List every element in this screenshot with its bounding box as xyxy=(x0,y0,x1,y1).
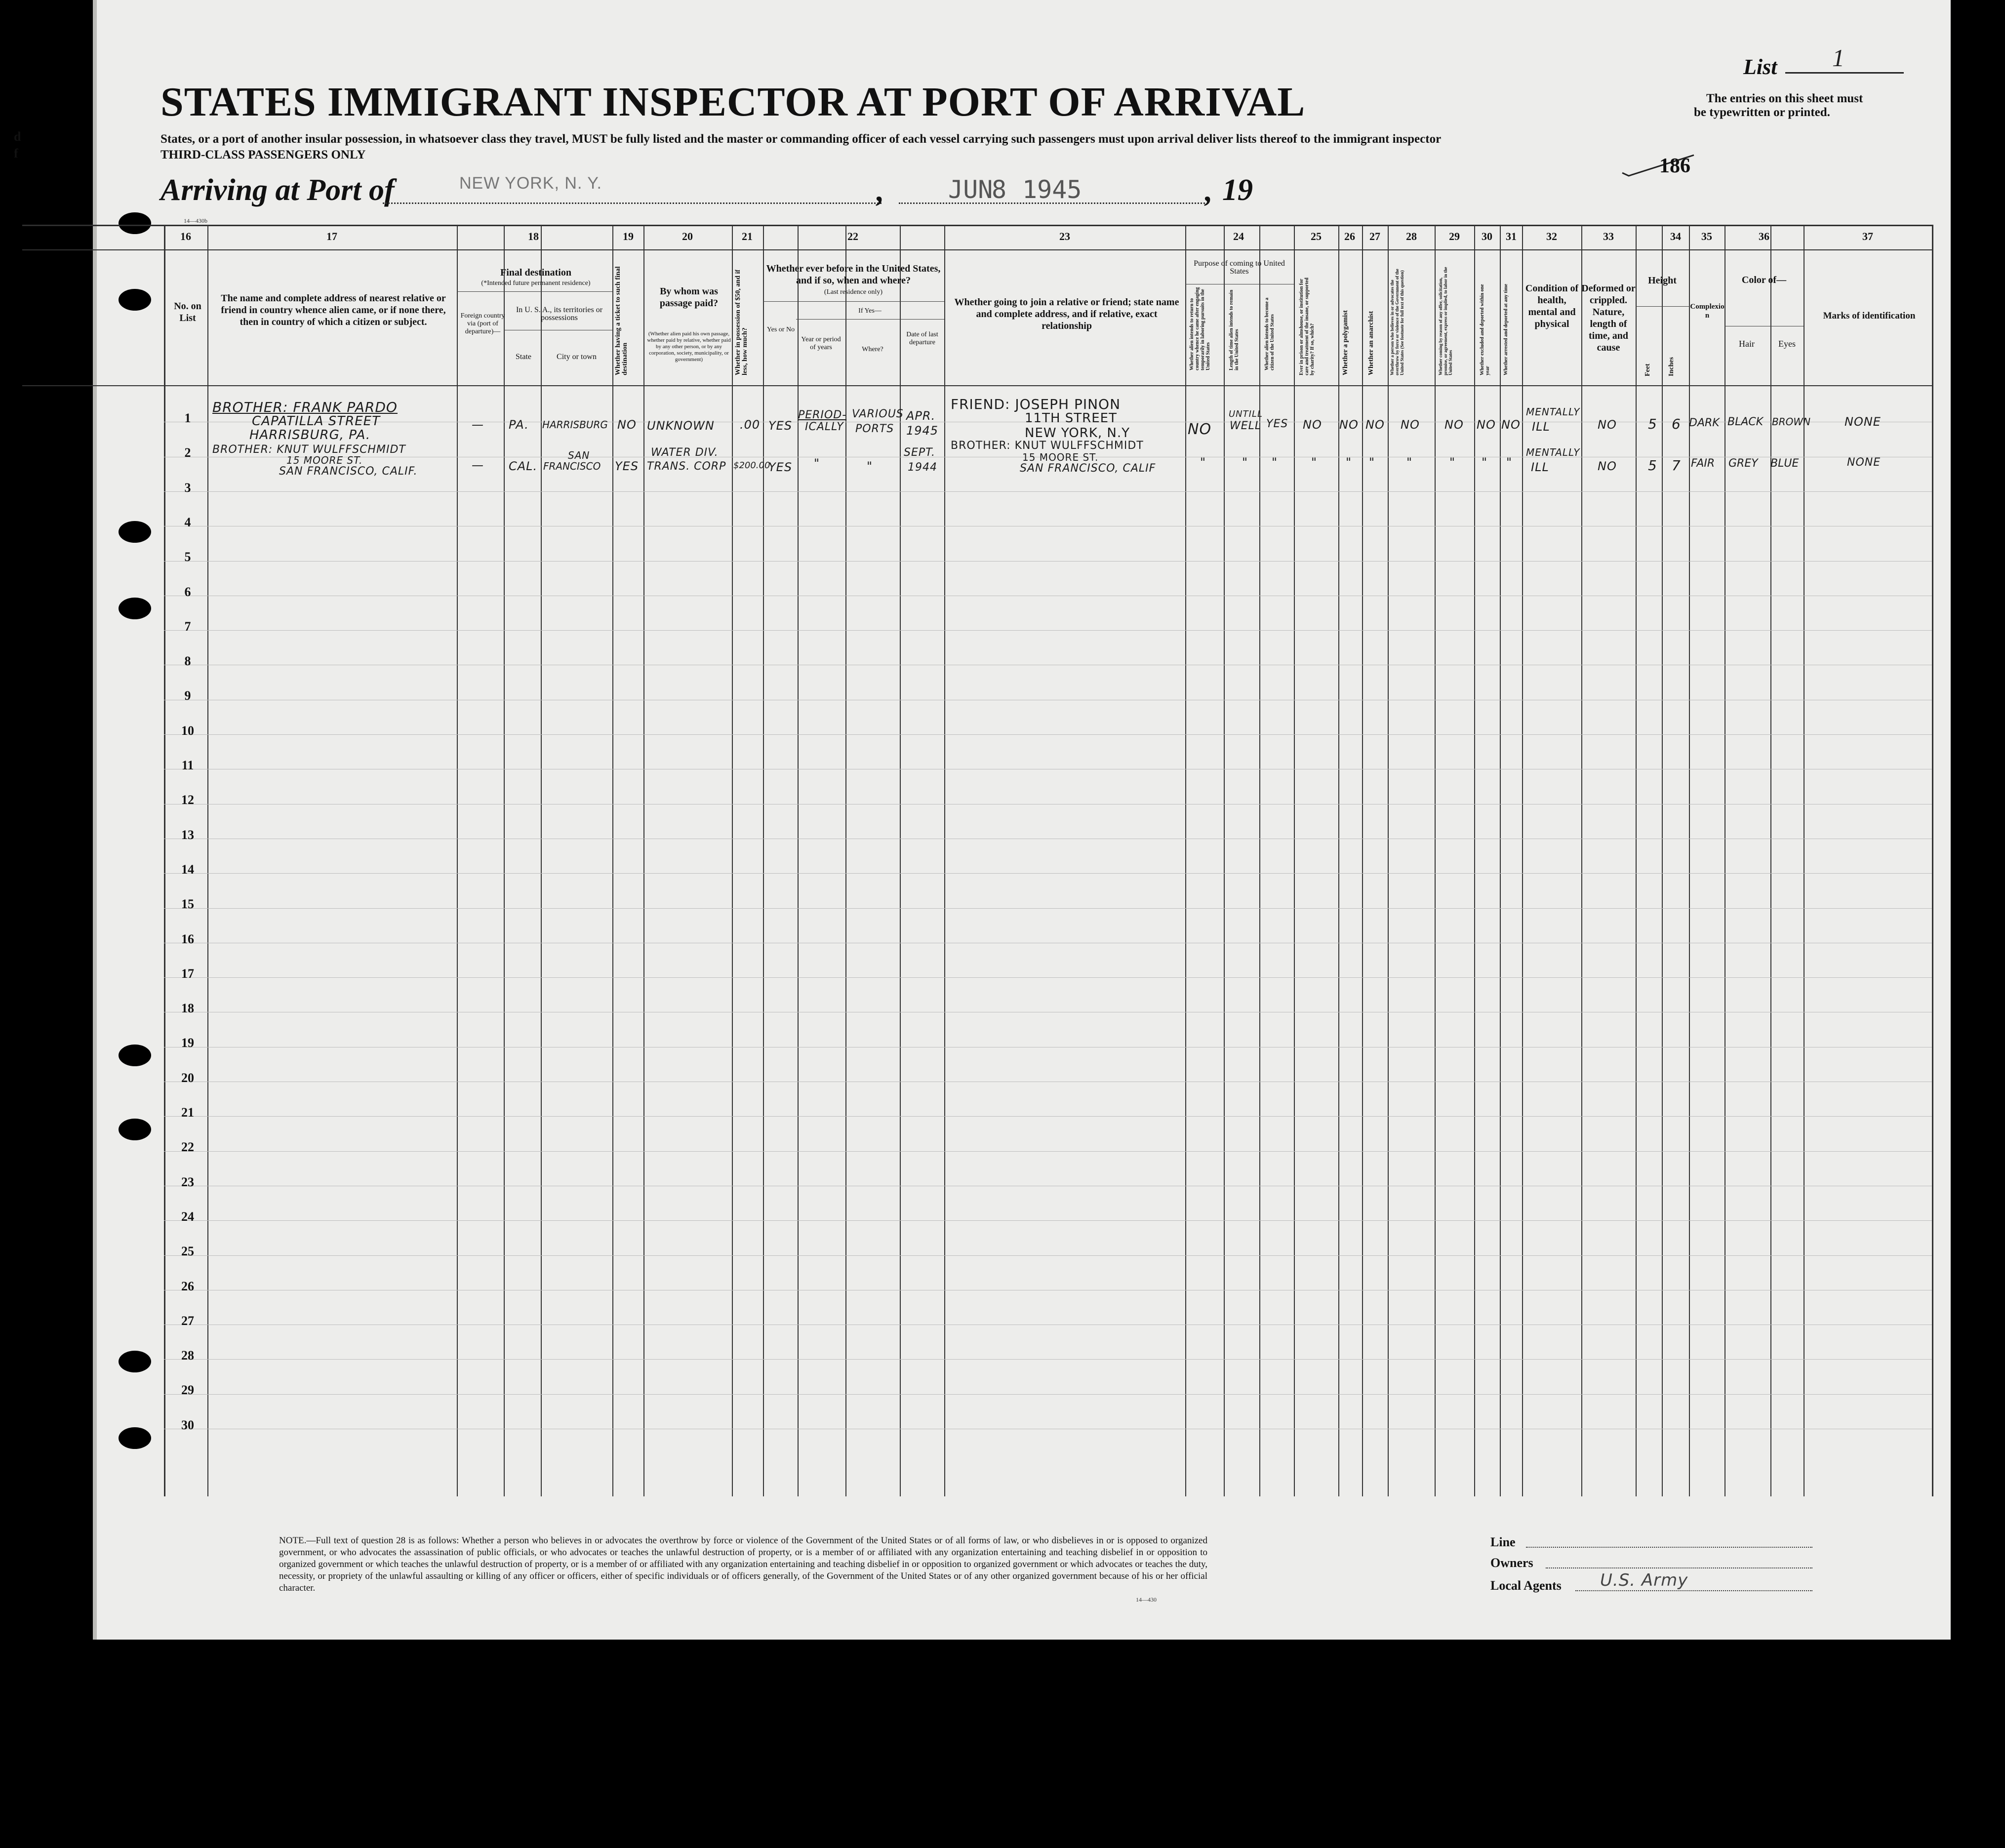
entry-departure: APR. xyxy=(906,409,936,423)
header-final-destination-note: (*Intended future permanent residence) xyxy=(481,280,591,287)
column-divider xyxy=(732,225,733,1496)
entry-ditto: " xyxy=(1272,455,1278,469)
header-inches: Inches xyxy=(1668,357,1675,376)
row-number: 11 xyxy=(181,758,194,772)
column-number: 16 xyxy=(180,230,191,242)
column-divider xyxy=(643,225,644,1496)
agents-label: Local Agents xyxy=(1490,1578,1562,1593)
entry-where: VARIOUS xyxy=(852,408,904,420)
column-divider xyxy=(612,225,613,1496)
entry-ever-before: YES xyxy=(768,419,793,433)
binder-hole xyxy=(119,212,151,234)
entry-eyes: BROWN xyxy=(1772,416,1811,428)
header-nearest-relative: The name and complete address of nearest relative or friend in country whence alien came, or if none there, then in country of which a citizen or subject. xyxy=(221,293,446,327)
column-divider xyxy=(1724,225,1725,1496)
entry-relative-line: SAN FRANCISCO, CALIF. xyxy=(279,465,418,478)
binder-hole xyxy=(40,289,72,311)
column-divider xyxy=(1522,225,1523,1496)
row-rule xyxy=(164,491,1932,492)
row-number: 12 xyxy=(181,793,194,807)
row-number: 27 xyxy=(181,1313,194,1328)
header-marks: Marks of identification xyxy=(1823,311,1916,321)
entry-by-whom: WATER DIV. xyxy=(651,446,719,459)
entry-join: FRIEND: JOSEPH PINON xyxy=(951,396,1121,412)
entry-polygamist: NO xyxy=(1339,418,1359,432)
header-purpose-b: Length of time alien intends to remain in the United States xyxy=(1229,289,1240,370)
entry-where: " xyxy=(867,459,873,473)
header-possession: Whether in possession of $50, and if less, how much? xyxy=(734,269,749,375)
row-rule xyxy=(164,1394,1932,1395)
column-number: 26 xyxy=(1344,230,1355,242)
row-number: 9 xyxy=(184,688,191,703)
column-divider xyxy=(1932,225,1933,1496)
entry-overthrow: NO xyxy=(1401,418,1420,432)
owners-label: Owners xyxy=(1490,1556,1533,1570)
entry-join: SAN FRANCISCO, CALIF xyxy=(1020,462,1156,475)
row-number: 14 xyxy=(181,862,194,877)
entry-state: PA. xyxy=(509,418,529,432)
column-divider xyxy=(457,225,458,1496)
row-number: 15 xyxy=(181,897,194,912)
column-number: 18 xyxy=(528,230,539,242)
entry-foreign: — xyxy=(472,458,484,472)
row-number: 17 xyxy=(181,966,194,981)
header-color-of: Color of— xyxy=(1741,275,1787,285)
row-rule xyxy=(164,1255,1932,1256)
entry-join: 11TH STREET xyxy=(1025,411,1117,426)
entry-by-whom: TRANS. CORP xyxy=(647,460,726,473)
entry-relative-line: BROTHER: KNUT WULFFSCHMIDT xyxy=(212,443,406,456)
row-number: 8 xyxy=(184,654,191,669)
column-number: 24 xyxy=(1233,230,1244,242)
entry-possession: $200.00 xyxy=(733,460,770,471)
header-excluded: Whether excluded and deported within one year xyxy=(1480,284,1490,375)
entry-relative-line: 15 MOORE ST. xyxy=(286,454,363,466)
entry-relative-line: CAPATILLA STREET xyxy=(252,414,380,429)
port-line xyxy=(383,202,882,204)
column-number: 17 xyxy=(326,230,337,242)
row-number: 3 xyxy=(184,480,191,495)
entry-join: NEW YORK, N.Y xyxy=(1025,426,1130,441)
port-value: NEW YORK, N. Y. xyxy=(459,174,602,193)
row-number: 18 xyxy=(181,1001,194,1016)
entry-offer: NO xyxy=(1444,418,1464,432)
column-divider xyxy=(541,225,542,1496)
row-rule xyxy=(164,1116,1932,1117)
column-number: 36 xyxy=(1759,230,1769,242)
entry-city: FRANCISCO xyxy=(543,460,601,472)
entry-purpose-b: UNTILL xyxy=(1229,409,1263,419)
row-number: 1 xyxy=(184,411,191,425)
year-prefix: 19 xyxy=(1222,173,1253,207)
column-divider xyxy=(1662,225,1663,1496)
column-divider xyxy=(1581,225,1582,1496)
subheader-divider xyxy=(1636,306,1689,307)
row-rule xyxy=(164,1151,1932,1152)
page-title: STATES IMMIGRANT INSPECTOR AT PORT OF ARRIVAL xyxy=(160,79,1306,125)
column-number: 22 xyxy=(847,230,858,242)
line-label: Line xyxy=(1490,1535,1516,1549)
binder-hole xyxy=(119,1427,151,1449)
binder-hole xyxy=(40,212,72,234)
header-foreign-country: Foreign country via (port of departure)— xyxy=(460,312,505,335)
entry-purpose-b: WELL xyxy=(1230,420,1262,432)
row-number: 29 xyxy=(181,1383,194,1398)
list-label: List xyxy=(1743,55,1777,79)
header-divider xyxy=(22,249,1933,250)
binder-hole xyxy=(40,521,72,543)
column-number: 29 xyxy=(1449,230,1460,242)
header-in-usa: In U. S. A., its territories or possessions xyxy=(516,306,603,322)
column-divider xyxy=(763,225,764,1496)
column-number: 32 xyxy=(1546,230,1557,242)
row-number: 25 xyxy=(181,1244,194,1259)
row-number: 5 xyxy=(184,550,191,564)
column-divider xyxy=(944,225,945,1496)
column-number: 20 xyxy=(682,230,693,242)
row-number: 21 xyxy=(181,1105,194,1120)
agents-value: U.S. Army xyxy=(1600,1570,1688,1590)
column-divider xyxy=(1435,225,1436,1496)
entry-period: ICALLY xyxy=(805,421,844,433)
entry-purpose-c: YES xyxy=(1266,418,1288,430)
entry-join: BROTHER: KNUT WULFFSCHMIDT xyxy=(951,440,1144,452)
entry-ditto: " xyxy=(1449,455,1456,469)
header-ticket: Whether having a ticket to such final destination xyxy=(614,266,629,375)
column-number: 31 xyxy=(1506,230,1517,242)
binder-hole xyxy=(40,598,72,619)
header-final-destination: Final destination xyxy=(500,267,571,278)
entry-ticket: NO xyxy=(617,418,637,432)
entry-purpose-a: NO xyxy=(1188,421,1212,438)
entry-deformed: NO xyxy=(1598,459,1617,473)
entry-hair: BLACK xyxy=(1727,416,1764,428)
binder-hole xyxy=(119,1045,151,1066)
row-number: 6 xyxy=(184,584,191,599)
row-number: 28 xyxy=(181,1348,194,1363)
row-number: 26 xyxy=(181,1279,194,1293)
header-yes-or-no: Yes or No xyxy=(766,326,795,333)
entry-feet: 5 xyxy=(1648,416,1657,432)
entry-health: MENTALLY xyxy=(1526,406,1580,418)
header-eyes: Eyes xyxy=(1778,339,1796,349)
date-day: 8 xyxy=(992,175,1007,204)
row-number: 10 xyxy=(181,723,194,738)
form-code: 14—430b xyxy=(184,217,207,224)
page-number: 186 xyxy=(1659,155,1690,177)
entry-join: 15 MOORE ST. xyxy=(1022,451,1099,463)
column-number: 30 xyxy=(1482,230,1492,242)
column-number: 19 xyxy=(623,230,634,242)
column-number: 34 xyxy=(1670,230,1681,242)
entry-deformed: NO xyxy=(1598,418,1617,432)
column-divider xyxy=(1185,225,1186,1496)
header-date-last-departure: Date of last departure xyxy=(906,331,938,346)
header-purpose-c: Whether alien intends to become a citizen of the United States xyxy=(1264,297,1275,370)
column-divider xyxy=(504,225,505,1496)
header-no-on-list: No. on List xyxy=(174,301,201,323)
entry-period: " xyxy=(814,456,820,470)
subheader-divider xyxy=(796,319,944,320)
row-rule xyxy=(164,873,1932,874)
column-number: 35 xyxy=(1701,230,1712,242)
column-divider xyxy=(164,225,165,1496)
entry-complexion: FAIR xyxy=(1691,457,1715,470)
entry-state: CAL. xyxy=(509,459,538,473)
column-number: 37 xyxy=(1862,230,1873,242)
header-feet: Feet xyxy=(1644,363,1651,376)
header-divider xyxy=(22,385,1933,386)
header-overthrow: Whether a person who believes in or advocates the overthrow by force or violence of the Government of the United States (See footnote for full text of this question) xyxy=(1390,269,1404,375)
header-complexion: Complexion xyxy=(1690,303,1724,320)
entry-where: PORTS xyxy=(855,423,894,435)
typewritten-note: The entries on this sheet must xyxy=(1706,92,1863,105)
entry-marks: NONE xyxy=(1847,456,1881,469)
entry-complexion: DARK xyxy=(1689,417,1720,429)
header-offer-labor: Whether coming by reason of any offer, solicitation, promise, or agreement, express or implied, to labor in the United States xyxy=(1438,267,1453,375)
entry-health: MENTALLY xyxy=(1526,446,1580,458)
row-rule xyxy=(164,1359,1932,1360)
header-anarchist: Whether an anarchist xyxy=(1367,311,1375,375)
header-hair: Hair xyxy=(1739,339,1755,349)
column-divider xyxy=(1474,225,1475,1496)
entry-inches: 6 xyxy=(1672,416,1681,432)
entry-arrested: NO xyxy=(1501,418,1521,432)
subtitle-class: THIRD-CLASS PASSENGERS ONLY xyxy=(160,148,366,161)
column-divider xyxy=(1770,225,1771,1496)
comma: , xyxy=(1205,174,1213,208)
subheader-divider xyxy=(457,291,612,292)
entry-city: SAN xyxy=(568,449,590,461)
column-divider xyxy=(1294,225,1295,1496)
column-number: 23 xyxy=(1059,230,1070,242)
typewritten-note: be typewritten or printed. xyxy=(1694,106,1830,119)
date-year: 1945 xyxy=(1022,175,1082,204)
subheader-divider xyxy=(763,301,944,302)
subtitle-line: States, or a port of another insular possession, in whatsoever class they travel, MUST be fully listed and the master or commanding officer of each vessel carrying such passengers must upon arrival deliver lists thereof to the immigrant inspector xyxy=(160,132,1442,146)
list-underline xyxy=(1785,72,1904,74)
entry-ditto: " xyxy=(1506,455,1513,469)
corner-mark: d xyxy=(14,129,21,144)
header-ever-before: Whether ever before in the United States, and if so, when and where? xyxy=(766,263,941,286)
header-health: Condition of health, mental and physical xyxy=(1525,283,1579,329)
footnote-q28: NOTE.—Full text of question 28 is as follows: Whether a person who believes in or advocates the overthrow by force or violence of the Government of the United States or of all forms of law, or who disbelieves in or is opposed to organized government, or who advocates the assassination of public officials, or who advocates or teaches the unlawful destruction of property, or is a member of or affiliated with any organization entertaining and teaching disbelief in or opposition to organized government or which teaches the unlawful destruction of property, or is a member of or affiliated with any organization entertaining and teaching disbelief in or opposition to organized government or which advocates or teaches the duty, necessity, or propriety of the unlawful assaulting or killing of any officer or officers, either of specific individuals or of officers generally, of the Government of the United States or of any other organized government because of his or her official character. xyxy=(279,1535,1207,1593)
row-rule xyxy=(164,630,1932,631)
entry-ditto: " xyxy=(1369,455,1375,469)
header-city: City or town xyxy=(557,353,597,361)
header-by-whom: By whom was passage paid? xyxy=(659,286,719,309)
entry-departure: 1944 xyxy=(908,461,937,474)
header-arrested: Whether arrested and deported at any time xyxy=(1503,283,1509,375)
entry-by-whom: UNKNOWN xyxy=(647,419,715,433)
header-height: Height xyxy=(1648,275,1677,286)
column-number: 25 xyxy=(1311,230,1322,242)
header-ever-before-note: (Last residence only) xyxy=(824,288,883,296)
entry-excluded: NO xyxy=(1477,418,1496,432)
entry-health: ILL xyxy=(1531,460,1549,474)
header-where: Where? xyxy=(862,346,883,353)
date-month: JUN xyxy=(948,175,993,204)
footnote-code: 14—430 xyxy=(1136,1596,1157,1603)
column-number: 21 xyxy=(742,230,753,242)
entry-ditto: " xyxy=(1311,455,1318,469)
binder-hole xyxy=(119,1119,151,1140)
entry-ticket: YES xyxy=(615,459,639,473)
row-number: 13 xyxy=(181,827,194,842)
list-number: 1 xyxy=(1832,44,1845,72)
row-rule xyxy=(164,908,1932,909)
entry-health: ILL xyxy=(1532,420,1550,434)
binder-hole xyxy=(119,1351,151,1372)
column-divider xyxy=(1362,225,1363,1496)
entry-ditto: " xyxy=(1200,455,1206,469)
header-if-yes: If Yes— xyxy=(858,307,882,315)
row-number: 4 xyxy=(184,515,191,529)
column-number: 33 xyxy=(1603,230,1614,242)
header-going-to-join: Whether going to join a relative or friend; state name and complete address, and if relative, exact relationship xyxy=(954,297,1179,331)
row-number: 23 xyxy=(181,1174,194,1189)
column-divider xyxy=(1388,225,1389,1496)
entry-period: PERIOD- xyxy=(798,409,847,421)
owners-field xyxy=(1546,1567,1812,1568)
arriving-label: Arriving at Port of xyxy=(160,173,395,207)
row-number: 2 xyxy=(184,445,191,460)
entry-ever-before: YES xyxy=(768,460,793,474)
row-number: 20 xyxy=(181,1070,194,1085)
entry-relative-line: HARRISBURG, PA. xyxy=(249,428,371,442)
entry-possession: .00 xyxy=(740,418,761,432)
column-divider xyxy=(207,225,208,1496)
row-rule xyxy=(164,561,1932,562)
binder-hole xyxy=(119,289,151,311)
row-rule xyxy=(164,977,1932,978)
header-state: State xyxy=(516,353,531,361)
column-number: 28 xyxy=(1406,230,1417,242)
corner-mark: f xyxy=(14,146,18,161)
entry-ditto: " xyxy=(1346,455,1352,469)
entry-hair: GREY xyxy=(1728,457,1758,470)
header-year-period: Year or period of years xyxy=(801,336,841,351)
entry-feet: 5 xyxy=(1648,457,1657,474)
column-divider xyxy=(1689,225,1690,1496)
row-number: 7 xyxy=(184,619,191,634)
binder-hole xyxy=(119,598,151,619)
entry-ditto: " xyxy=(1406,455,1413,469)
entry-prison: NO xyxy=(1303,418,1322,432)
binder-hole xyxy=(119,521,151,543)
entry-inches: 7 xyxy=(1672,457,1681,474)
header-deformed: Deformed or crippled. Nature, length of time, and cause xyxy=(1581,283,1636,353)
entry-city: HARRISBURG xyxy=(542,419,608,431)
header-by-whom-note: (Whether alien paid his own passage, whether paid by relative, whether paid by any other person, or by any corporation, society, municipality, or government) xyxy=(647,331,731,362)
comma: , xyxy=(877,174,884,208)
row-number: 30 xyxy=(181,1417,194,1432)
entry-ditto: " xyxy=(1242,455,1248,469)
row-number: 22 xyxy=(181,1140,194,1155)
entry-foreign: — xyxy=(472,418,484,432)
row-rule xyxy=(164,734,1932,735)
row-rule xyxy=(164,1220,1932,1221)
row-number: 19 xyxy=(181,1036,194,1050)
row-number: 16 xyxy=(181,931,194,946)
entry-marks: NONE xyxy=(1845,415,1881,429)
binding-edge xyxy=(93,0,97,1640)
entry-departure: 1945 xyxy=(906,424,939,438)
header-purpose-a: Whether alien intends to return to country whence he came after engaging temporarily in laboring pursuits in the United States xyxy=(1189,287,1211,370)
column-number: 27 xyxy=(1369,230,1380,242)
row-number: 24 xyxy=(181,1209,194,1224)
agents-field xyxy=(1575,1590,1812,1591)
entry-departure: SEPT. xyxy=(904,446,935,459)
header-divider xyxy=(22,225,1933,226)
column-divider xyxy=(1500,225,1501,1496)
entry-relative-line: BROTHER: FRANK PARDO xyxy=(212,399,398,415)
line-field xyxy=(1526,1547,1812,1548)
entry-eyes: BLUE xyxy=(1770,457,1799,470)
entry-anarchist: NO xyxy=(1365,418,1385,432)
column-divider xyxy=(1224,225,1225,1496)
header-polygamist: Whether a polygamist xyxy=(1342,310,1349,375)
header-purpose: Purpose of coming to United States xyxy=(1194,259,1285,276)
entry-ditto: " xyxy=(1482,455,1488,469)
header-prison: Ever in prison or almshouse, or institution for care and treatment of the insane, or supported by charity? If so, which? xyxy=(1299,278,1315,375)
column-divider xyxy=(1636,225,1637,1496)
column-divider xyxy=(1338,225,1339,1496)
